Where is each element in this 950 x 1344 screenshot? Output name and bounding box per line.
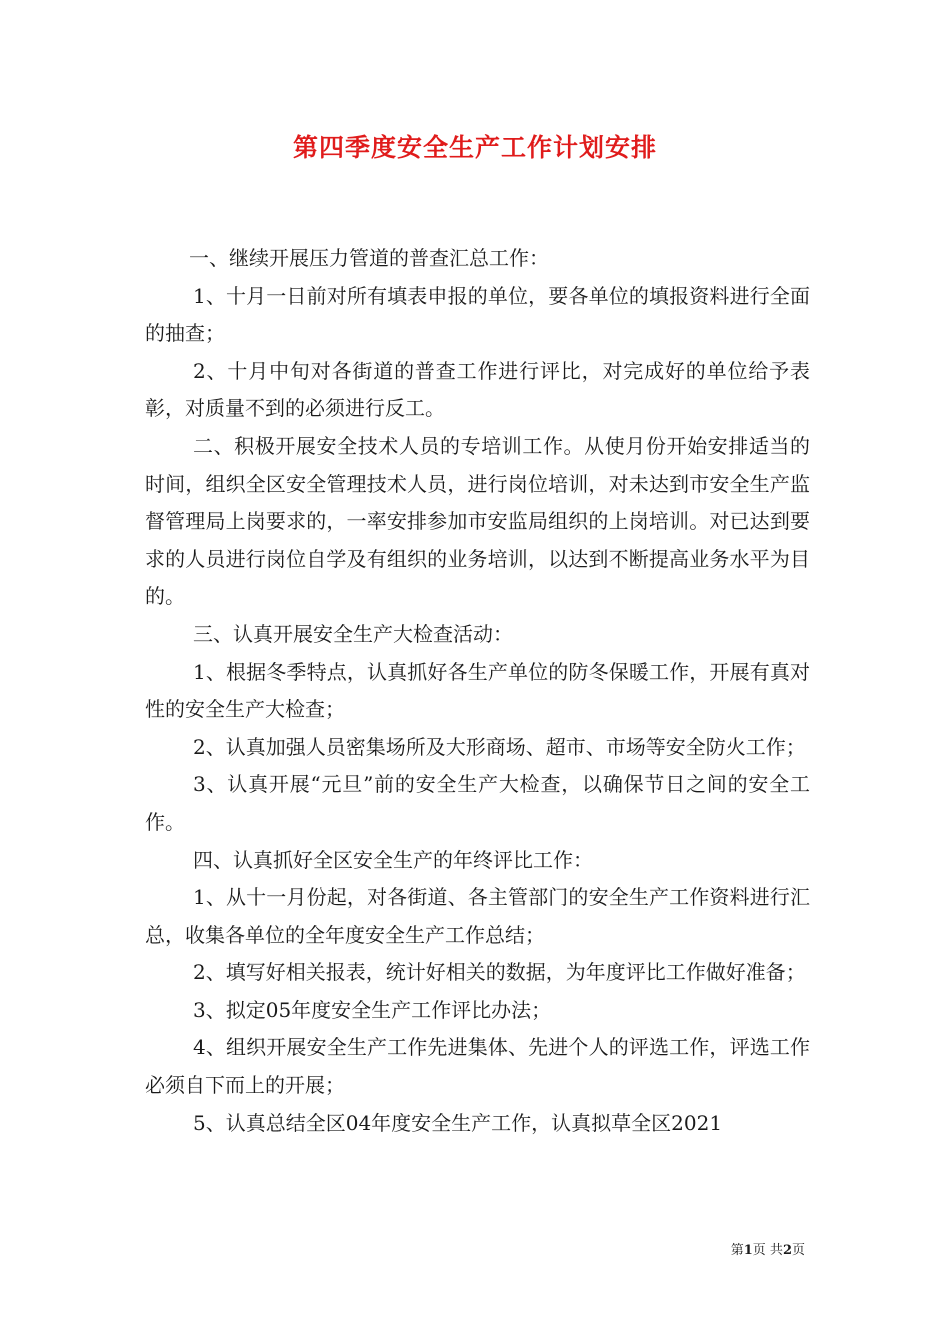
document-body (145, 240, 810, 1142)
paragraph: 一、继续开展压力管道的普查汇总工作： (189, 246, 549, 270)
page-number-footer (731, 1242, 805, 1260)
paragraph: 2、十月中旬对各街道的普查工作进行评比，对完成好的单位给予表彰，对质量不到的必须进行反工。 (145, 358, 810, 421)
paragraph: 二、积极开展安全技术人员的专培训工作。从使月份开始安排适当的时间，组织全区安全管理技术人员，进行岗位培训，对未达到市安全生产监督管理局上岗要求的，一率安排参加市安监局组织的上岗培训。对已达到要求的人员进行岗位自学及有组织的业务培训，以达到不断提高业务水平为目的。 (145, 433, 810, 609)
document-title: 第四季度安全生产工作计划安排 (292, 133, 657, 162)
total-page-number: 2 (782, 1243, 792, 1258)
footer-prefix: 第 (730, 1243, 744, 1258)
paragraph: 5、认真总结全区04年度安全生产工作，认真拟草全区2021 (193, 1110, 723, 1135)
paragraph: 1、从十一月份起，对各街道、各主管部门的安全生产工作资料进行汇总，收集各单位的全年度安全生产工作总结； (145, 885, 810, 947)
footer-middle: 页 共 (752, 1243, 783, 1258)
paragraph: 2、填写好相关报表，统计好相关的数据，为年度评比工作做好准备； (193, 960, 806, 985)
paragraph: 三、认真开展安全生产大检查活动： (193, 621, 513, 646)
paragraph: 2、认真加强人员密集场所及大形商场、超市、市场等安全防火工作； (193, 734, 806, 759)
paragraph: 4、组织开展安全生产工作先进集体、先进个人的评选工作，评选工作必须自下而上的开展； (145, 1035, 810, 1098)
paragraph: 四、认真抓好全区安全生产的年终评比工作： (193, 847, 593, 872)
paragraph: 1、十月一日前对所有填表申报的单位，要各单位的填报资料进行全面的抽查； (145, 283, 810, 346)
current-page-number: 1 (743, 1243, 753, 1258)
paragraph: 1、根据冬季特点，认真抓好各生产单位的防冬保暖工作，开展有真对性的安全生产大检查； (145, 659, 810, 722)
footer-suffix: 页 (791, 1243, 805, 1258)
paragraph: 3、认真开展“元旦”前的安全生产大检查，以确保节日之间的安全工作。 (145, 772, 810, 834)
paragraph: 3、拟定05年度安全生产工作评比办法； (193, 997, 552, 1022)
